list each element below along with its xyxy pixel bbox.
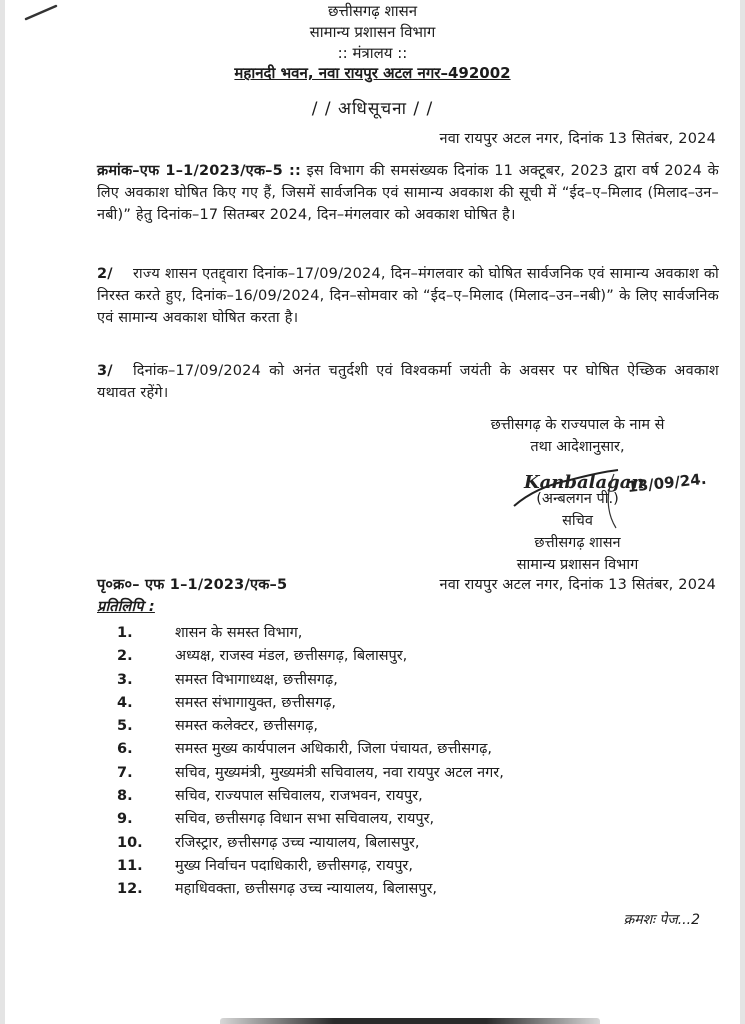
paragraph-3-text: दिनांक–17/09/2024 को अनंत चतुर्दशी एवं विश्वकर्मा जयंती के अवसर पर घोषित ऐच्छिक अवकाश यथावत रहेंगे। bbox=[97, 363, 719, 401]
list-item: 12. महाधिवक्ता, छत्तीसगढ़ उच्च न्यायालय, बिलासपुर, bbox=[117, 881, 438, 898]
paragraph-3 bbox=[97, 360, 719, 404]
paragraph-1 bbox=[97, 160, 719, 226]
list-item: 4. समस्त संभागायुक्त, छत्तीसगढ़, bbox=[117, 694, 336, 711]
endorsement-place-date: नवा रायपुर अटल नगर, दिनांक 13 सितंबर, 2024 bbox=[439, 577, 716, 593]
endorsement-number: पृ०क्र०– एफ 1–1/2023/एक–5 bbox=[97, 577, 288, 593]
signatory-name: (अन्बलगन पी.) bbox=[536, 491, 619, 507]
list-item: 5. समस्त कलेक्टर, छत्तीसगढ़, bbox=[117, 718, 318, 735]
list-item: 6. समस्त मुख्य कार्यपालन अधिकारी, जिला पंचायत, छत्तीसगढ़, bbox=[117, 741, 492, 758]
signatory-designation: सचिव bbox=[562, 513, 593, 529]
header-department: सामान्य प्रशासन विभाग bbox=[309, 23, 436, 41]
signatory-government: छत्तीसगढ़ शासन bbox=[534, 535, 621, 551]
list-item: 10. रजिस्ट्रार, छत्तीसगढ़ उच्च न्यायालय, बिलासपुर, bbox=[117, 834, 420, 851]
copy-label: प्रतिलिपि : bbox=[97, 599, 155, 615]
continuation-note: क्रमशः पेज...2 bbox=[623, 912, 700, 928]
header-government: छत्तीसगढ़ शासन bbox=[327, 2, 418, 20]
list-item: 11. मुख्य निर्वाचन पदाधिकारी, छत्तीसगढ़, रायपुर, bbox=[117, 857, 413, 874]
reference-number: क्रमांक–एफ 1–1/2023/एक–5 :: bbox=[97, 163, 301, 179]
authority-line-1: छत्तीसगढ़ के राज्यपाल के नाम से bbox=[490, 417, 665, 433]
copy-list bbox=[117, 622, 504, 902]
header-ministry: :: मंत्रालय :: bbox=[337, 44, 408, 62]
list-item: 9. सचिव, छत्तीसगढ़ विधान सभा सचिवालय, रायपुर, bbox=[117, 811, 435, 828]
notification-title: / / अधिसूचना / / bbox=[311, 99, 434, 119]
signature-scrawl: Kanbalagan bbox=[524, 472, 645, 493]
list-item: 8. सचिव, राज्यपाल सचिवालय, राजभवन, रायपुर, bbox=[117, 788, 423, 805]
page-bottom-shadow bbox=[220, 1018, 600, 1024]
paragraph-2 bbox=[97, 263, 719, 329]
paragraph-1-text: इस विभाग की समसंख्यक दिनांक 11 अक्टूबर, 2023 द्वारा वर्ष 2024 के लिए अवकाश घोषित किए गए हैं, जिसमें सार्वजनिक एवं सामान्य अवकाश की सूची में “ईद–ए–मिलाद (मिलाद–उन–नबी)” हेतु दिनांक–17 सितम्बर 2024, दिन–मंगलवार को अवकाश घोषित है। bbox=[97, 163, 719, 223]
place-date: नवा रायपुर अटल नगर, दिनांक 13 सितंबर, 2024 bbox=[439, 131, 716, 147]
list-item: 7. सचिव, मुख्यमंत्री, मुख्यमंत्री सचिवालय, नवा रायपुर अटल नगर, bbox=[117, 764, 504, 781]
document-page bbox=[5, 0, 740, 1024]
paragraph-2-text: राज्य शासन एतद्द्वारा दिनांक–17/09/2024, दिन–मंगलवार को घोषित सार्वजनिक एवं सामान्य अवकाश को निरस्त करते हुए, दिनांक–16/09/2024, दिन–सोमवार को “ईद–ए–मिलाद (मिलाद–उन–नबी)” के लिए सार्वजनिक एवं सामान्य अवकाश घोषित करता है। bbox=[97, 266, 719, 326]
paragraph-2-number: 2/ bbox=[97, 266, 113, 282]
list-item: 2. अध्यक्ष, राजस्व मंडल, छत्तीसगढ़, बिलासपुर, bbox=[117, 648, 408, 665]
header-address bbox=[5, 63, 740, 83]
header-address-text: महानदी भवन, नवा रायपुर अटल नगर–492002 bbox=[234, 64, 511, 82]
authority-line-2: तथा आदेशानुसार, bbox=[530, 439, 625, 455]
signature-date: 13/09/24. bbox=[626, 469, 708, 496]
paragraph-3-number: 3/ bbox=[97, 363, 113, 379]
list-item: 1. शासन के समस्त विभाग, bbox=[117, 625, 303, 641]
list-item: 3. समस्त विभागाध्यक्ष, छत्तीसगढ़, bbox=[117, 671, 338, 688]
signatory-department: सामान्य प्रशासन विभाग bbox=[516, 557, 639, 573]
